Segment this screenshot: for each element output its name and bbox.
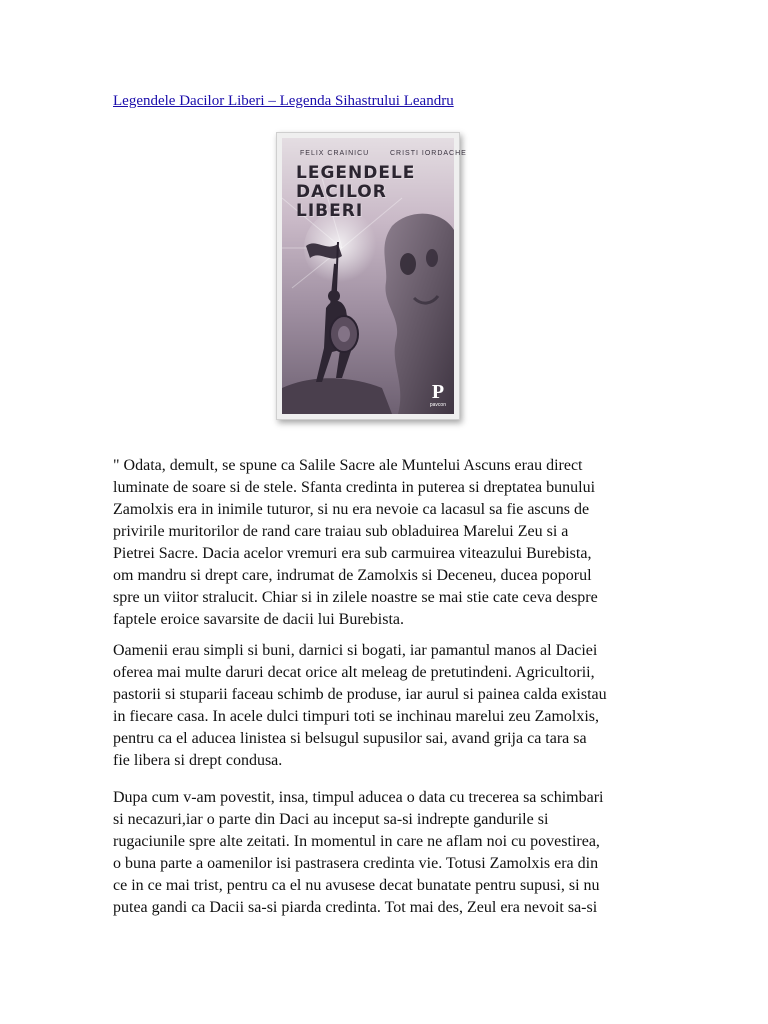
text-line: o buna parte a oamenilor isi pastrasera credinta vie. Totusi Zamolxis era din [113, 855, 599, 872]
text-line: Zamolxis era in inimile tuturor, si nu era nevoie ca lacasul sa fie ascuns de [113, 501, 590, 518]
paragraph [113, 455, 658, 631]
text-line: om mandru si drept care, indrumat de Zamolxis si Deceneu, ducea poporul [113, 567, 592, 584]
text-line: ce in ce mai trist, pentru ca el nu avusese decat bunatate pentru supusi, si nu [113, 877, 600, 894]
text-line: faptele eroice savarsite de dacii lui Burebista. [113, 611, 404, 628]
cover-author-right: CRISTI IORDACHE [390, 150, 467, 157]
text-line: rugaciunile spre alte zeitati. In momentul in care ne aflam noi cu povestirea, [113, 833, 600, 850]
book-cover-artwork [282, 138, 467, 414]
text-line: Dupa cum v-am povestit, insa, timpul aducea o data cu trecerea sa schimbari [113, 789, 604, 806]
publisher-mark: P [431, 381, 445, 403]
article-title-link[interactable]: Legendele Dacilor Liberi – Legenda Sihastrului Leandru [113, 93, 454, 109]
book-cover-image [276, 132, 467, 420]
text-line: " Odata, demult, se spune ca Salile Sacre ale Muntelui Ascuns erau direct [113, 457, 583, 474]
text-line: fie libera si drept condusa. [113, 752, 283, 769]
text-line: spre un viitor stralucit. Chiar si in zilele noastre se mai stie cate ceva despre [113, 589, 598, 606]
text-line: si necazuri,iar o parte din Daci au inceput sa-si indrepte gandurile si [113, 811, 549, 828]
text-line: in fiecare casa. In acele dulci timpuri toti se inchinau marelui zeu Zamolxis, [113, 708, 600, 725]
cover-title-line: DACILOR [296, 182, 387, 202]
cover-title-line: LIBERI [296, 201, 364, 221]
text-line: pentru ca el aducea linistea si belsugul supusilor sai, avand grija ca tara sa [113, 730, 587, 747]
cover-title-line: LEGENDELE [296, 163, 416, 183]
text-line: privirile muritorilor de rand care traiau sub obladuirea Marelui Zeu si a [113, 523, 569, 540]
text-line: Oamenii erau simpli si buni, darnici si bogati, iar pamantul manos al Daciei [113, 642, 598, 659]
cover-title [296, 164, 416, 221]
cover-author-left: FELIX CRAINICU [300, 150, 370, 157]
paragraph [113, 787, 658, 919]
paragraph [113, 640, 658, 772]
text-line: oferea mai multe daruri decat orice alt meleag de pretutindeni. Agricultorii, [113, 664, 595, 681]
publisher-logo [430, 382, 446, 408]
text-line: putea gandi ca Dacii sa-si piarda credinta. Tot mai des, Zeul era nevoit sa-si [113, 899, 598, 916]
publisher-name: pavcon [429, 402, 446, 408]
text-line: pastorii si stuparii faceau schimb de produse, iar aurul si painea calda existau [113, 686, 607, 703]
text-line: Pietrei Sacre. Dacia acelor vremuri era sub carmuirea viteazului Burebista, [113, 545, 592, 562]
text-line: luminate de soare si de stele. Sfanta credinta in puterea si dreptatea bunului [113, 479, 596, 496]
